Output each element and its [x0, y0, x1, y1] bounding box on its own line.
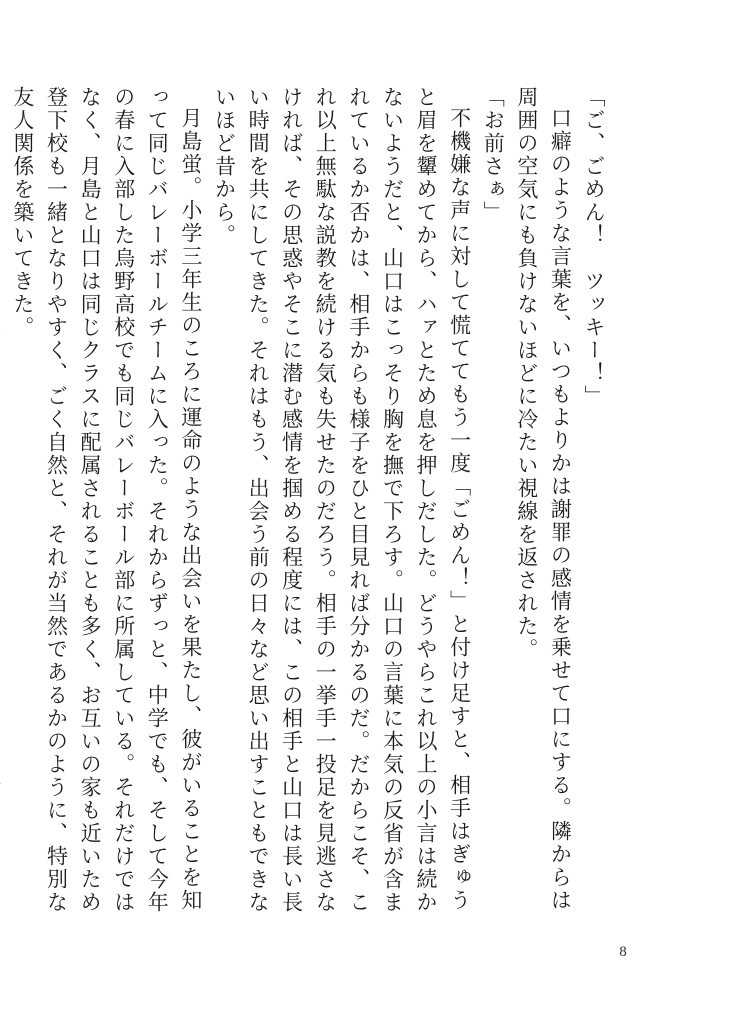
- narration-paragraph: 月島蛍。小学三年生のころに運命のような出会いを果たし、彼がいることを知って同じバレーボールチームに入った。それからずっと、中学でも、そして今年の春に入部した烏野高校でも同じバレーボール部に所属している。それだけではなく、月島と山口は同じクラスに配属されることも多く、お互いの家も近いため登下校も一緒となりやすく、ごく自然と、それが当然であるかのように、特別な友人関係を築いてきた。: [10, 86, 203, 914]
- narration-paragraph: 不機嫌な声に対して慌ててもう一度「ごめん！」と付け足すと、相手はぎゅうと眉を顰めてから、ハァとため息を押しだした。どうやらこれ以上の小言は続かないようだと、山口はこっそり胸を撫で下ろす。山口の言葉に本気の反省が含まれているか否かは、相手からも様子をひと目見れば分かるのだ。だからこそ、これ以上無駄な説教を続ける気も失せたのだろう。相手の一挙手一投足を見逃さなければ、その思惑やそこに潜む感情を掴める程度には、この相手と山口は長い長い時間を共にしてきた。それはもう、出会う前の日々など思い出すこともできないほど昔から。: [212, 86, 472, 914]
- dialogue-line: 「ご、ごめん！ ツッキー！」: [582, 86, 606, 408]
- narration-paragraph: 口癖のような言葉を、いつもよりかは謝罪の感情を乗せて口にする。隣からは周囲の空気にも負けないほどに冷たい視線を返された。: [514, 86, 573, 912]
- dialogue-line: 「お前さぁ」: [481, 86, 506, 224]
- vertical-text-body: [0, 86, 610, 924]
- page-number: 8: [619, 944, 627, 960]
- narration-paragraph: [0, 86, 5, 924]
